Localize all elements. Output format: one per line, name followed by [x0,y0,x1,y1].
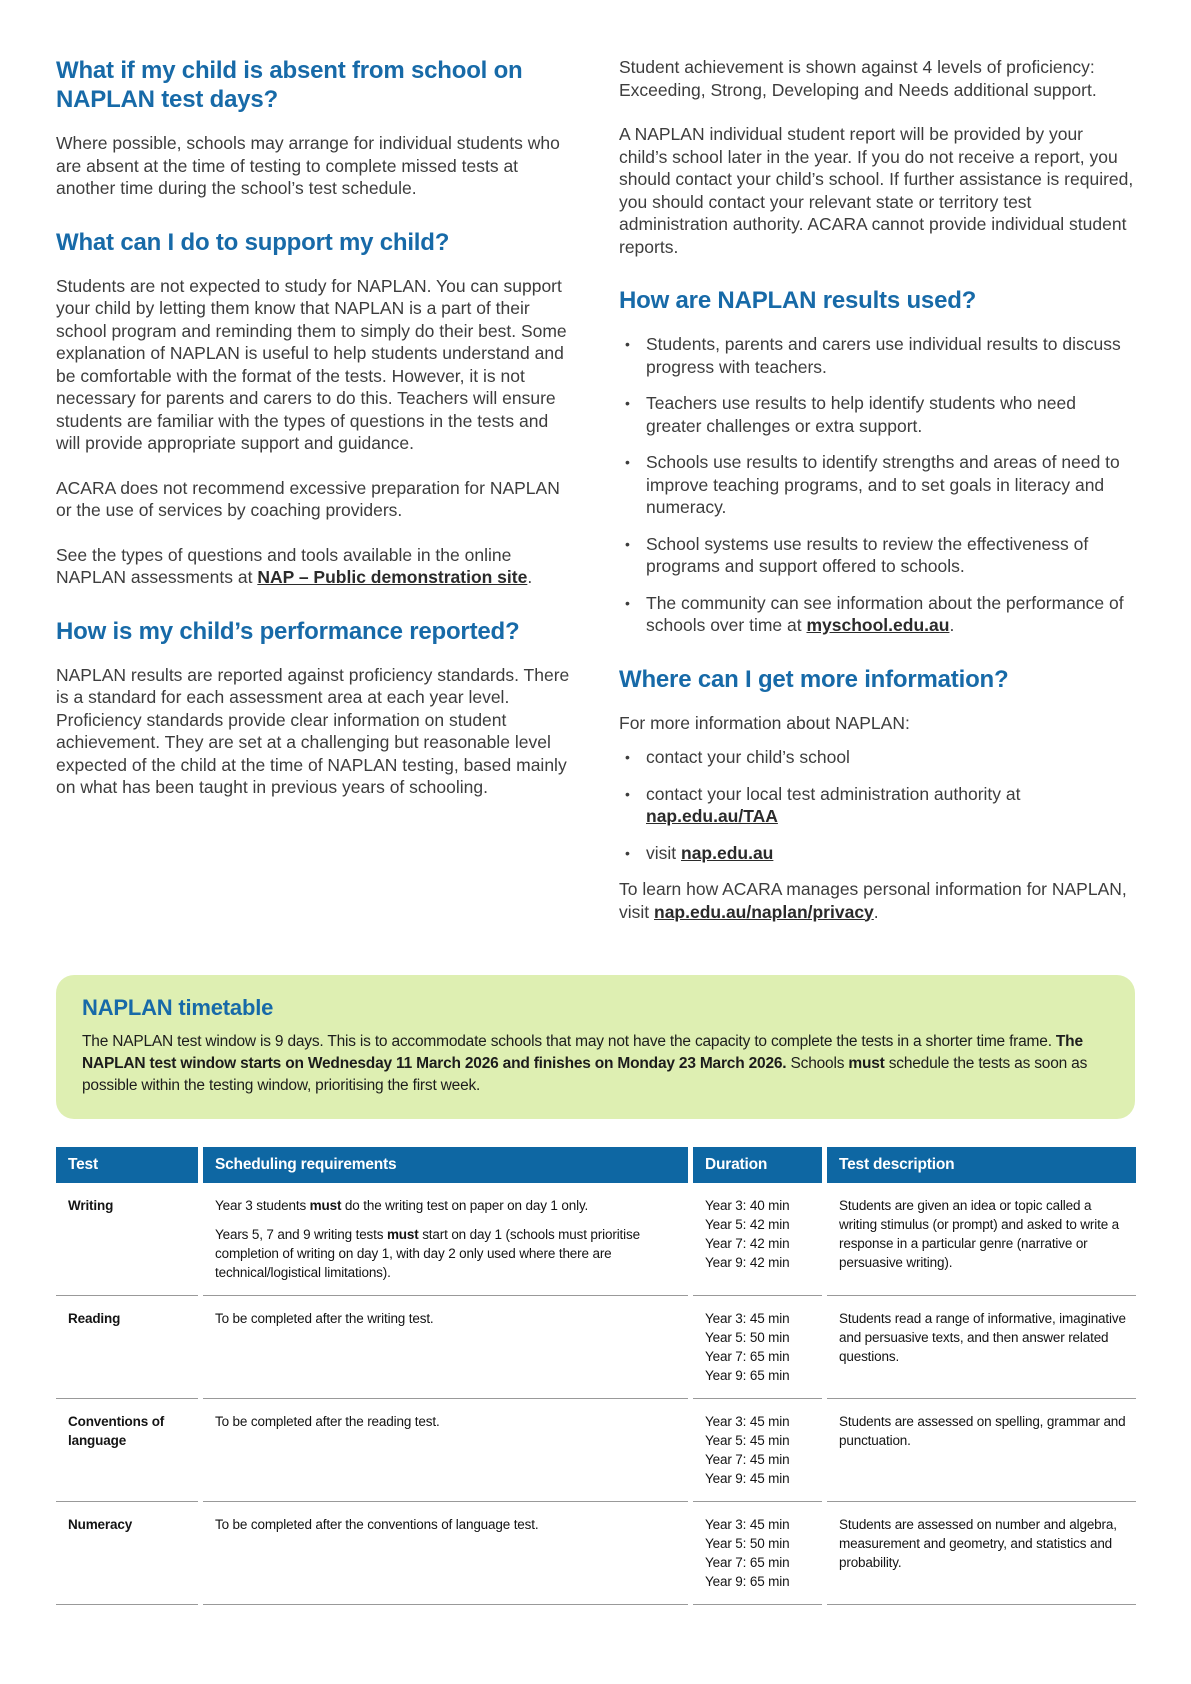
cell-test-name: Conventions of language [56,1399,198,1502]
paragraph-performance: NAPLAN results are reported against proficiency standards. There is a standard for each assessment area at each year level. Proficiency standards provide clear information on student achievement. They are set at a challenging but reasonable level expected of the child at the time of NAPLAN testing, based mainly on what has been taught in previous years of schooling. [56,664,570,797]
left-column [56,56,571,945]
list-item [619,392,1134,437]
cell-duration [693,1502,822,1605]
text-segment: Years 5, 7 and 9 writing tests [215,1227,387,1242]
text-segment: The community can see information about the performance of schools over time at [646,592,1124,635]
nap-demo-site-link[interactable]: NAP – Public demonstration site [257,567,528,587]
more-info-intro: For more information about NAPLAN: [619,712,910,733]
table-body [56,1183,1135,1605]
paragraph-proficiency: Student achievement is shown against 4 levels of proficiency: Exceeding, Strong, Developing and Needs additional support. [619,57,1097,100]
cell-scheduling: To be completed after the writing test. [203,1296,688,1399]
paragraph-absent: Where possible, schools may arrange for individual students who are absent at the time of testing to complete missed tests at another time during the school’s test schedule. [56,133,560,198]
text-segment: To learn how ACARA manages personal information for NAPLAN, visit [619,879,1127,922]
text-segment: . [527,567,533,587]
table-header-description: Test description [827,1147,1136,1183]
heading-performance: How is my child’s performance reported? [56,617,520,645]
text-segment: . [949,615,955,635]
timetable-table [56,1147,1135,1605]
duration-line: Year 5: 50 min [705,1330,790,1345]
text-segment: Year 3 students [215,1198,310,1213]
list-item [619,592,1134,637]
paragraph-support-1: Students are not expected to study for NAPLAN. You can support your child by letting them know that NAPLAN is a part of their school program and reminding them to simply do their best. Some explanation of NAPLAN is useful to help students understand and be comfortable with the format of the tests. However, it is not necessary for parents and carers to do this. Teachers will ensure students are familiar with the types of questions in the tests and will provide appropriate support and guidance. [56,275,567,453]
text-segment: do the writing test on paper on day 1 only. [341,1198,589,1213]
scheduling-paragraph [215,1196,678,1215]
bullet-icon: • [625,535,630,552]
bullet-text: contact your child’s school [646,747,850,767]
bullet-text: Schools use results to identify strengths and areas of need to improve teaching programs, and to set goals in literacy and numeracy. [646,452,1120,517]
bullet-text: Students, parents and carers use individual results to discuss progress with teachers. [646,334,1121,377]
heading-absent: What if my child is absent from school on NAPLAN test days? [56,57,523,113]
list-item [619,451,1134,519]
text-segment-bold: must [386,1227,419,1242]
text-segment: Schools [786,1055,849,1072]
two-column-area [56,56,1135,945]
bullet-text [646,592,1134,637]
table-header-row [56,1147,1135,1183]
duration-line: Year 3: 45 min [705,1311,790,1326]
privacy-link[interactable]: nap.edu.au/naplan/privacy [654,901,874,922]
heading-results-used: How are NAPLAN results used? [619,287,977,314]
more-info-bullet-list [619,746,1134,864]
cell-scheduling [203,1183,688,1296]
bullet-icon: • [625,785,630,802]
text-segment: visit [646,842,681,863]
bullet-icon: • [625,594,630,611]
duration-line: Year 7: 42 min [705,1236,790,1251]
duration-line: Year 7: 45 min [705,1452,790,1467]
text-segment: contact your local test administration authority at [646,783,1021,804]
duration-line: Year 3: 45 min [705,1414,790,1429]
list-item [619,333,1134,378]
duration-line: Year 9: 45 min [705,1471,790,1486]
cell-duration [693,1183,822,1296]
cell-duration [693,1399,822,1502]
paragraph-report: A NAPLAN individual student report will be provided by your child’s school later in the year. If you do not receive a report, you should contact your child’s school. If further assistance is required, you should contact your relevant state or territory test administration authority. ACARA cannot provide individual student reports. [619,124,1134,257]
text-segment: schedule the tests as soon as possible within the testing window, prioritising the first week. [82,1055,1088,1094]
cell-description: Students are given an idea or topic called a writing stimulus (or prompt) and asked to write a response in a particular genre (narrative or persuasive writing). [827,1183,1136,1296]
timetable-heading: NAPLAN timetable [82,995,274,1020]
duration-line: Year 5: 42 min [705,1217,790,1232]
list-item [619,746,1134,769]
timetable-callout-box [56,975,1135,1119]
duration-line: Year 7: 65 min [705,1349,790,1364]
table-row-writing [56,1183,1135,1296]
bullet-text: Teachers use results to help identify students who need greater challenges or extra support. [646,393,1076,436]
text-segment-bold: must [848,1055,885,1072]
cell-description: Students are assessed on spelling, grammar and punctuation. [827,1399,1136,1502]
results-bullet-list [619,333,1134,637]
bullet-icon: • [625,454,630,470]
cell-test-name: Numeracy [56,1502,198,1605]
table-header-duration: Duration [693,1147,822,1183]
cell-scheduling: To be completed after the reading test. [203,1399,688,1502]
cell-scheduling: To be completed after the conventions of language test. [203,1502,688,1605]
list-item [619,783,1134,828]
cell-duration [693,1296,822,1399]
bullet-icon: • [625,844,630,861]
duration-line: Year 9: 65 min [705,1368,790,1383]
duration-line: Year 9: 65 min [705,1574,790,1589]
table-row-reading [56,1296,1135,1399]
right-column [619,56,1134,945]
bullet-text [646,842,773,865]
list-item [619,842,1134,865]
bullet-icon: • [625,395,630,411]
table-header-test: Test [56,1147,198,1183]
timetable-paragraph [82,1031,1109,1097]
paragraph-demo-site [56,544,571,589]
list-item [619,533,1134,578]
text-segment: See the types of questions and tools available in the online NAPLAN assessments at [56,544,512,587]
nap-edu-au-link[interactable]: nap.edu.au [681,842,774,863]
cell-test-name: Writing [56,1183,198,1296]
myschool-link[interactable]: myschool.edu.au [806,615,950,635]
text-segment: start on day 1 (schools must prioritise completion of writing on day 1, with day 2 only used where there are technical/logistical limitations). [215,1227,640,1280]
text-segment: The NAPLAN test window is 9 days. This is to accommodate schools that may not have the capacity to complete the tests in a shorter time frame. [82,1033,1056,1050]
bullet-text: School systems use results to review the effectiveness of programs and support offered to schools. [646,533,1089,576]
paragraph-privacy [619,878,1134,923]
table-row-numeracy [56,1502,1135,1605]
taa-link[interactable]: nap.edu.au/TAA [646,806,778,826]
text-segment: . [873,901,879,922]
duration-line: Year 7: 65 min [705,1555,790,1570]
duration-line: Year 3: 40 min [705,1198,790,1213]
table-header-scheduling: Scheduling requirements [203,1147,688,1183]
cell-test-name: Reading [56,1296,198,1399]
duration-line: Year 3: 45 min [705,1517,790,1532]
paragraph-support-2: ACARA does not recommend excessive preparation for NAPLAN or the use of services by coaching providers. [56,477,560,520]
cell-description: Students read a range of informative, imaginative and persuasive texts, and then answer related questions. [827,1296,1136,1399]
duration-line: Year 5: 45 min [705,1433,790,1448]
duration-line: Year 9: 42 min [705,1255,790,1270]
table-row-conventions [56,1399,1135,1502]
bullet-icon: • [625,336,630,352]
text-segment-bold: must [309,1198,342,1213]
cell-description: Students are assessed on number and algebra, measurement and geometry, and statistics and probability. [827,1502,1136,1605]
text-segment-bold: The NAPLAN test window starts on Wednesday 11 March 2026 and finishes on Monday 23 March 2026. [82,1033,1083,1072]
heading-support: What can I do to support my child? [56,228,450,256]
scheduling-paragraph [215,1225,678,1282]
bullet-text [646,783,1134,828]
bullet-icon: • [625,749,630,765]
heading-more-info: Where can I get more information? [619,665,1009,693]
duration-line: Year 5: 50 min [705,1536,790,1551]
